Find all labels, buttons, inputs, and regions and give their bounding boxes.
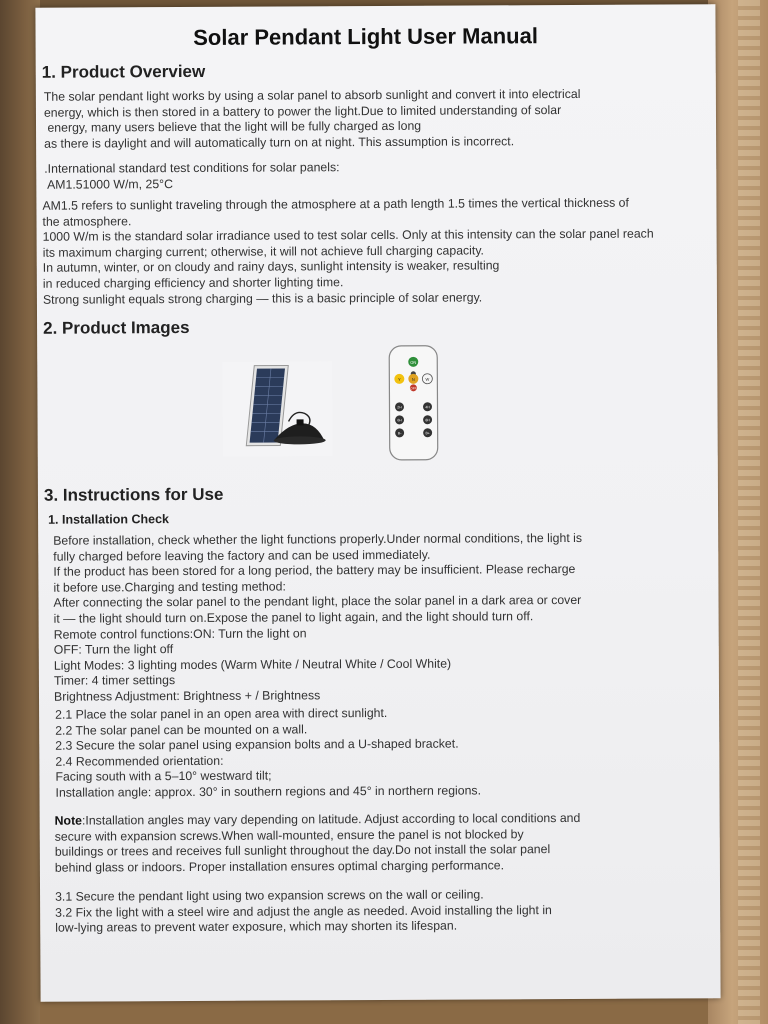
text-line: If the product has been stored for a long period, the battery may be insufficient. Please recharge	[53, 562, 576, 579]
note-first-line: :Installation angles may vary depending on latitude. Adjust according to local conditions and	[81, 810, 581, 828]
text-line: After connecting the solar panel to the pendant light, place the solar panel in a dark area or cover	[53, 593, 582, 611]
text-line: it before use.Charging and testing method:	[53, 579, 286, 595]
installation-check-paragraph	[53, 531, 583, 705]
text-line: OFF: Turn the light off	[53, 642, 174, 657]
text-line: Timer: 4 timer settings	[53, 673, 176, 689]
cardboard-left	[0, 0, 40, 1024]
remote-brightness-up-label: B+	[425, 431, 430, 436]
solar-panel-lamp-image	[222, 361, 332, 457]
text-line: its maximum charging current; otherwise, it will not achieve full charging capacity.	[42, 243, 484, 260]
text-line: 3.2 Fix the light with a steel wire and adjust the angle as needed. Avoid installing the light in	[55, 902, 552, 920]
text-line: 2.3 Secure the solar panel using expansion bolts and a U-shaped bracket.	[55, 736, 459, 753]
text-line: 3.1 Secure the pendant light using two expansion screws on the wall or ceiling.	[55, 887, 484, 904]
text-line: .International standard test conditions for solar panels:	[44, 160, 340, 176]
remote-control-image	[385, 344, 442, 464]
remote-timer-6h-label: 6H	[397, 418, 402, 423]
remote-neutral-label: N	[411, 376, 415, 382]
text-line: 2.2 The solar panel can be mounted on a wall.	[55, 721, 308, 738]
pendant-mount-steps	[55, 887, 552, 936]
text-line: Facing south with a 5–10° westward tilt;	[55, 768, 272, 785]
section-heading-overview: 1. Product Overview	[41, 61, 206, 82]
overview-paragraph-1	[44, 87, 581, 152]
packing-tape	[738, 0, 760, 1024]
overview-paragraph-2	[44, 160, 339, 193]
text-line: it — the light should turn on.Expose the panel to light again, and the light should turn off.	[53, 609, 534, 626]
mounting-steps	[55, 705, 481, 801]
section-heading-instructions: 3. Instructions for Use	[43, 484, 224, 505]
remote-off-label: OFF	[410, 386, 417, 391]
manual-page	[35, 4, 720, 1002]
remote-on-label: ON	[410, 359, 417, 365]
text-line: Installation angle: approx. 30° in southern regions and 45° in northern regions.	[55, 783, 482, 800]
text-line: the atmosphere.	[42, 213, 132, 229]
remote-cool-label: W	[425, 376, 430, 382]
text-line: Light Modes: 3 lighting modes (Warm White / Neutral White / Cool White)	[53, 656, 452, 673]
text-line: energy, many users believe that the light will be fully charged as long	[43, 118, 422, 135]
text-line: Remote control functions:ON: Turn the light on	[53, 625, 307, 642]
note-label: Note	[54, 813, 83, 828]
text-line: in reduced charging efficiency and shorter lighting time.	[42, 275, 344, 291]
remote-brightness-down-label: B-	[397, 431, 402, 436]
text-line: energy, which is then stored in a battery to power the light.Due to limited understanding of solar	[43, 102, 562, 120]
text-line: In autumn, winter, or on cloudy and rainy days, sunlight intensity is weaker, resulting	[42, 258, 500, 276]
remote-warm-label: Y	[398, 376, 401, 382]
text-line: 2.1 Place the solar panel in an open area with direct sunlight.	[55, 705, 388, 722]
subheading-installation-check: 1. Installation Check	[48, 512, 169, 527]
note-paragraph	[55, 811, 581, 876]
overview-paragraph-3	[42, 196, 654, 308]
remote-timer-4h-label: 4H	[425, 405, 430, 410]
text-line: AM1.51000 W/m, 25°C	[44, 176, 173, 192]
text-line: low-lying areas to prevent water exposure, which may shorten its lifespan.	[55, 918, 458, 935]
remote-timer-8h-label: 8H	[425, 418, 430, 423]
text-line: Strong sunlight equals strong charging — this is a basic principle of solar energy.	[42, 290, 483, 307]
text-line: Brightness Adjustment: Brightness + / Brightness	[53, 688, 321, 704]
text-line: AM1.5 refers to sunlight traveling through the atmosphere at a path length 1.5 times the vertical thickness of	[42, 195, 629, 213]
text-line: secure with expansion screws.When wall-mounted, ensure the panel is not blocked by	[54, 826, 524, 844]
text-line: 1000 W/m is the standard solar irradiance used to test solar cells. Only at this intensity can the solar panel reach	[42, 226, 654, 244]
text-line: buildings or trees and receives full sunlight throughout the day.Do not install the solar panel	[54, 842, 551, 859]
text-line: as there is daylight and will automatically turn on at night. This assumption is incorrect.	[44, 134, 515, 151]
text-line: fully charged before leaving the factory and can be used immediately.	[53, 547, 431, 564]
section-heading-images: 2. Product Images	[43, 317, 190, 338]
page-title: Solar Pendant Light User Manual	[193, 23, 538, 50]
remote-timer-2h-label: 2H	[397, 405, 402, 410]
text-line: 2.4 Recommended orientation:	[55, 753, 224, 769]
text-line: The solar pendant light works by using a solar panel to absorb sunlight and convert it into electrical	[43, 86, 581, 104]
text-line: behind glass or indoors. Proper installation ensures optimal charging performance.	[54, 858, 505, 875]
text-line: Before installation, check whether the light functions properly.Under normal conditions, the light is	[53, 530, 583, 548]
